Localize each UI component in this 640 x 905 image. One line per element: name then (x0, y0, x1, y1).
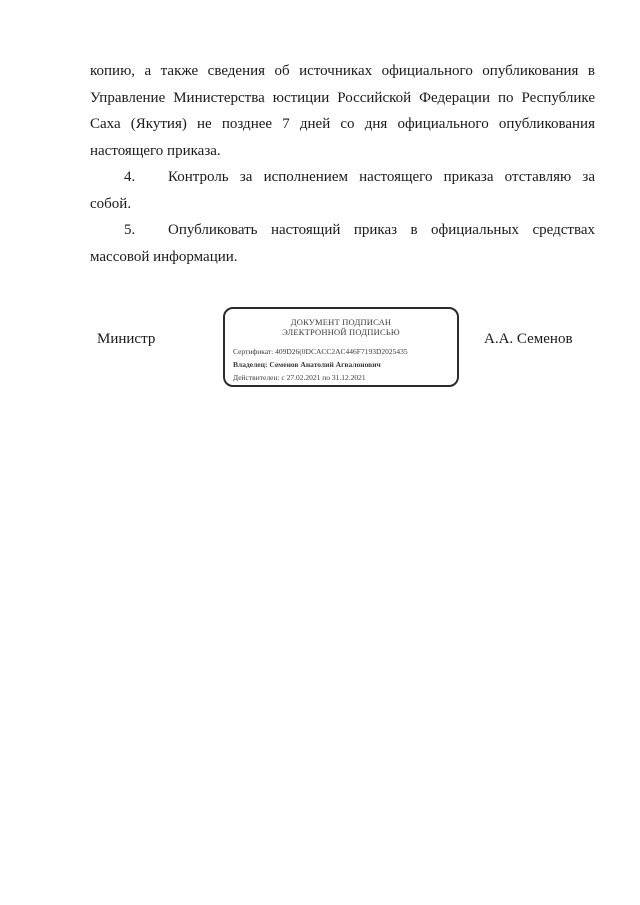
signer-name: А.А. Семенов (484, 331, 573, 347)
stamp-title-line2: ЭЛЕКТРОННОЙ ПОДПИСЬЮ (282, 327, 400, 337)
list-item-5: 5. Опубликовать настоящий приказ в официальных средствах массовой информации. (90, 217, 595, 270)
stamp-validity: Действителен: с 27.02.2021 по 31.12.2021 (233, 373, 366, 382)
signer-position: Министр (97, 331, 156, 347)
item-text-5: Опубликовать настоящий приказ в официальных средствах массовой информации. (90, 222, 595, 265)
item-text-4: Контроль за исполнением настоящего приказа отставляю за собой. (90, 169, 595, 212)
electronic-signature-stamp (223, 307, 459, 387)
stamp-certificate: Сертификат: 409D26(0DCACC2AC446F7193D2025435 (233, 347, 408, 356)
list-item-4: 4. Контроль за исполнением настоящего приказа отставляю за собой. (90, 164, 595, 217)
paragraph-continuation: копию, а также сведения об источниках официального опубликования в Управление Министерства юстиции Российской Федерации по Республике Саха (Якутия) не позднее 7 дней со дня официального опубликования настоящего приказа. (90, 63, 595, 159)
stamp-title-line1: ДОКУМЕНТ ПОДПИСАН (290, 317, 392, 327)
stamp-owner: Владелец: Семенов Анатолий Агвалонович (233, 360, 381, 369)
body-text (90, 58, 595, 270)
